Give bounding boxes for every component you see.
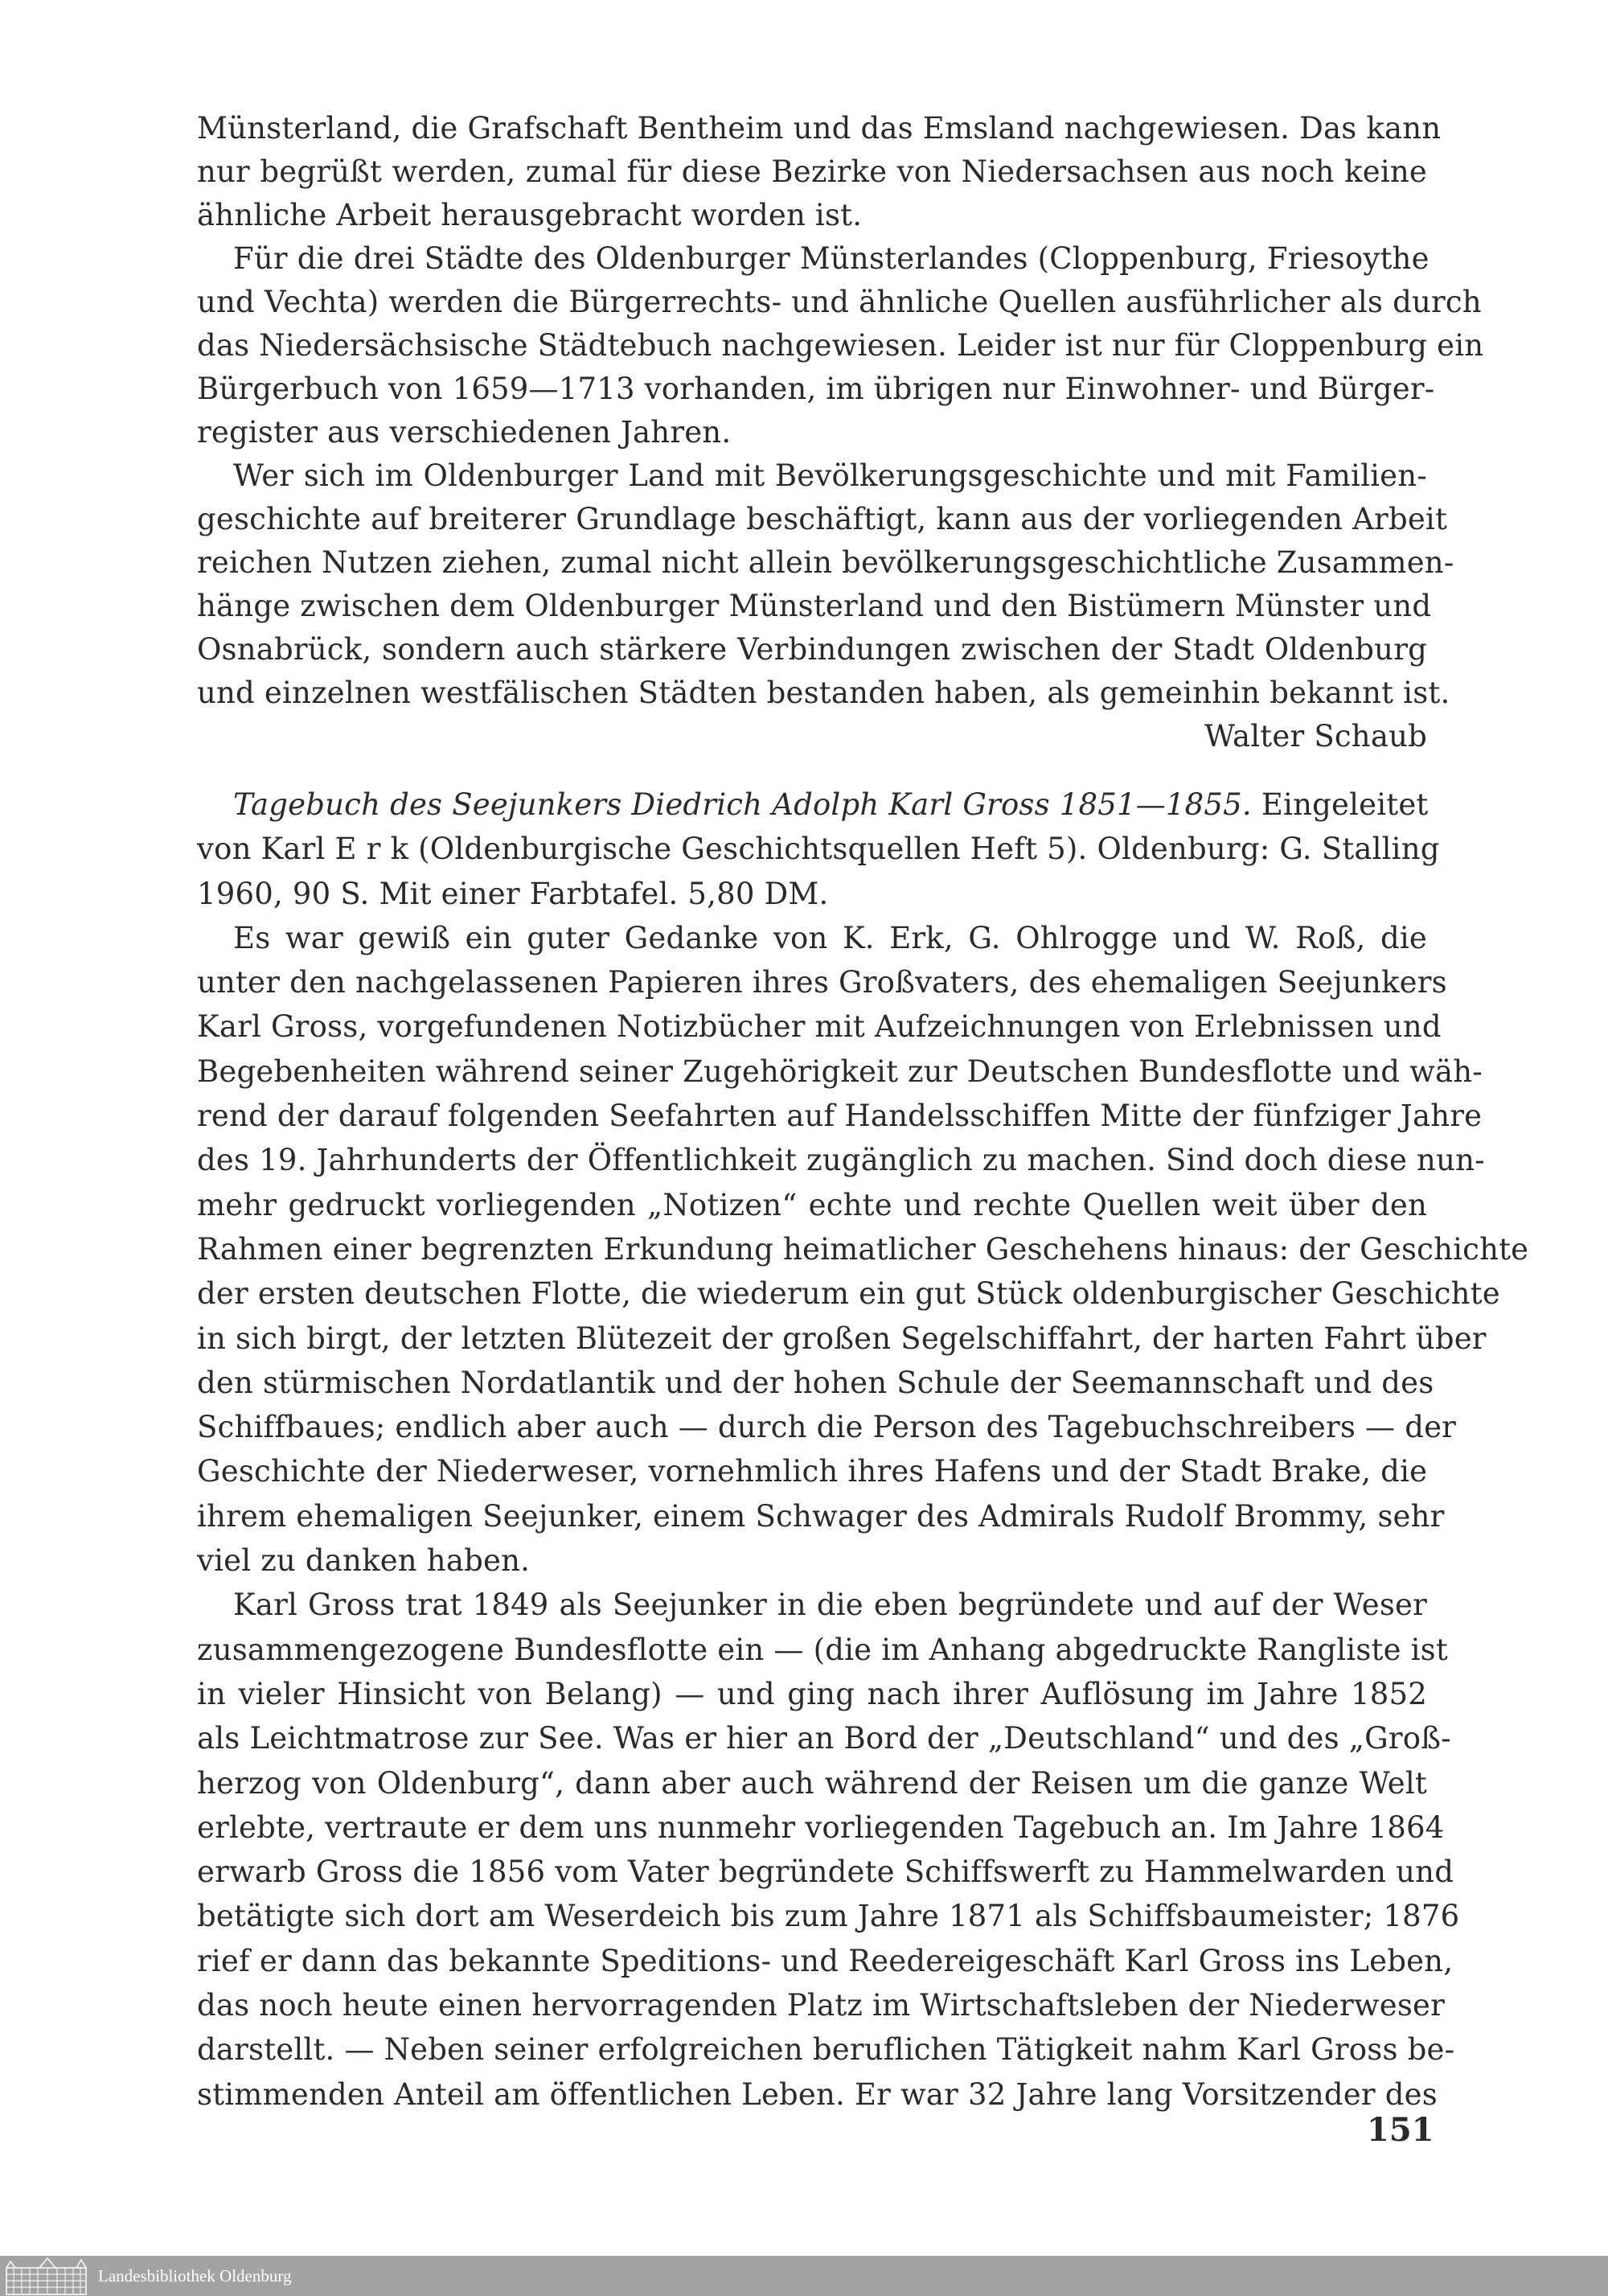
text-line: register aus verschiedenen Jahren. [197, 415, 732, 450]
text-line: unter den nachgelassenen Papieren ihres Großvaters, des ehemaligen Seejunkers [197, 965, 1447, 1000]
text-line: den stürmischen Nordatlantik und der hohen Schule der Seemannschaft und des [197, 1365, 1434, 1400]
text-line: des 19. Jahrhunderts der Öffentlichkeit zugänglich zu machen. Sind doch diese nun- [197, 1143, 1485, 1178]
reviewer-signature: Walter Schaub [1204, 719, 1427, 754]
text-line: Rahmen einer begrenzten Erkundung heimatlicher Geschehens hinaus: der Geschichte [197, 1231, 1529, 1267]
text-line: und Vechta) werden die Bürgerrechts- und ähnliche Quellen ausführlicher als durch [197, 285, 1482, 319]
footer-bar [0, 2256, 1608, 2296]
text-line: das Niedersächsische Städtebuch nachgewiesen. Leider ist nur für Cloppenburg ein [197, 328, 1484, 363]
review-1 [197, 107, 1484, 758]
text-line: rief er dann das bekannte Speditions- und Reedereigeschäft Karl Gross ins Leben, [197, 1943, 1454, 1978]
text-line: Für die drei Städte des Oldenburger Münsterlandes (Cloppenburg, Friesoythe [233, 241, 1430, 276]
heading-text: Eingeleitet [1261, 787, 1429, 822]
text-line: reichen Nutzen ziehen, zumal nicht allein bevölkerungsgeschichtliche Zusammen- [197, 545, 1454, 580]
text-line: Geschichte der Niederweser, vornehmlich ihres Hafens und der Stadt Brake, die [197, 1454, 1428, 1489]
heading-line: 1960, 90 S. Mit einer Farbtafel. 5,80 DM. [197, 876, 829, 911]
text-line: in vieler Hinsicht von Belang) — und ging nach ihrer Auflösung im Jahre 1852 [197, 1676, 1427, 1711]
library-building-icon [4, 2257, 88, 2295]
heading-line: von Karl E r k (Oldenburgische Geschichtsquellen Heft 5). Oldenburg: G. Stalling [197, 832, 1440, 867]
page-number: 151 [1367, 2111, 1434, 2149]
text-line: Schiffbaues; endlich aber auch — durch die Person des Tagebuchschreibers — der [197, 1410, 1457, 1445]
text-line: ihrem ehemaligen Seejunker, einem Schwager des Admirals Rudolf Brommy, sehr [197, 1498, 1445, 1534]
text-line: mehr gedruckt vorliegenden „Notizen“ echte und rechte Quellen weit über den [197, 1187, 1427, 1222]
library-name: Landesbibliothek Oldenburg [98, 2265, 292, 2286]
text-line: darstellt. — Neben seiner erfolgreichen beruflichen Tätigkeit nahm Karl Gross be- [197, 2032, 1455, 2068]
text-line: stimmenden Anteil am öffentlichen Leben. Er war 32 Jahre lang Vorsitzender des [197, 2076, 1438, 2112]
text-line: ähnliche Arbeit herausgebracht worden ist. [197, 198, 863, 232]
text-line: Es war gewiß ein guter Gedanke von K. Erk, G. Ohlrogge und W. Roß, die [233, 920, 1427, 955]
text-line: betätigte sich dort am Weserdeich bis zum Jahre 1871 als Schiffsbaumeister; 1876 [197, 1899, 1460, 1934]
text-line: Begebenheiten während seiner Zugehörigkeit zur Deutschen Bundesflotte und wäh- [197, 1054, 1483, 1089]
review-heading [197, 782, 1427, 827]
text-line: nur begrüßt werden, zumal für diese Bezirke von Niedersachsen aus noch keine [197, 154, 1427, 189]
text-line: Wer sich im Oldenburger Land mit Bevölkerungsgeschichte und mit Familien- [233, 458, 1427, 493]
review-2 [197, 782, 1529, 2117]
text-line: erwarb Gross die 1856 vom Vater begründete Schiffswerft zu Hammelwarden und [197, 1854, 1454, 1890]
text-line: rend der darauf folgenden Seefahrten auf Handelsschiffen Mitte der fünfziger Jahre [197, 1099, 1483, 1134]
text-line: zusammengezogene Bundesflotte ein — (die im Anhang abgedruckte Rangliste ist [197, 1632, 1448, 1667]
text-line: in sich birgt, der letzten Blütezeit der großen Segelschiffahrt, der harten Fahrt über [197, 1321, 1487, 1356]
text-line: Karl Gross trat 1849 als Seejunker in die eben begründete und auf der Weser [233, 1587, 1427, 1623]
text-line: der ersten deutschen Flotte, die wiederum ein gut Stück oldenburgischer Geschichte [197, 1276, 1500, 1312]
text-line: Münsterland, die Grafschaft Bentheim und das Emsland nachgewiesen. Das kann [197, 111, 1442, 146]
text-line: Karl Gross, vorgefundenen Notizbücher mit Aufzeichnungen von Erlebnissen und [197, 1009, 1442, 1045]
text-line: als Leichtmatrose zur See. Was er hier an Bord der „Deutschland“ und des „Groß- [197, 1721, 1451, 1756]
text-line: Bürgerbuch von 1659—1713 vorhanden, im übrigen nur Einwohner- und Bürger- [197, 372, 1435, 406]
text-line: viel zu danken haben. [197, 1543, 531, 1579]
text-line: geschichte auf breiterer Grundlage beschäftigt, kann aus der vorliegenden Arbeit [197, 502, 1448, 536]
text-line: das noch heute einen hervorragenden Platz im Wirtschaftsleben der Niederweser [197, 1988, 1446, 2023]
book-title: Tagebuch des Seejunkers Diedrich Adolph Karl Gross 1851—1855. [233, 787, 1252, 822]
text-line: Osnabrück, sondern auch stärkere Verbindungen zwischen der Stadt Oldenburg [197, 632, 1427, 667]
text-line: und einzelnen westfälischen Städten bestanden haben, als gemeinhin bekannt ist. [197, 676, 1450, 710]
text-line: herzog von Oldenburg“, dann aber auch während der Reisen um die ganze Welt [197, 1765, 1427, 1801]
text-line: hänge zwischen dem Oldenburger Münsterland und den Bistümern Münster und [197, 589, 1432, 623]
text-line: erlebte, vertraute er dem uns nunmehr vorliegenden Tagebuch an. Im Jahre 1864 [197, 1809, 1445, 1845]
